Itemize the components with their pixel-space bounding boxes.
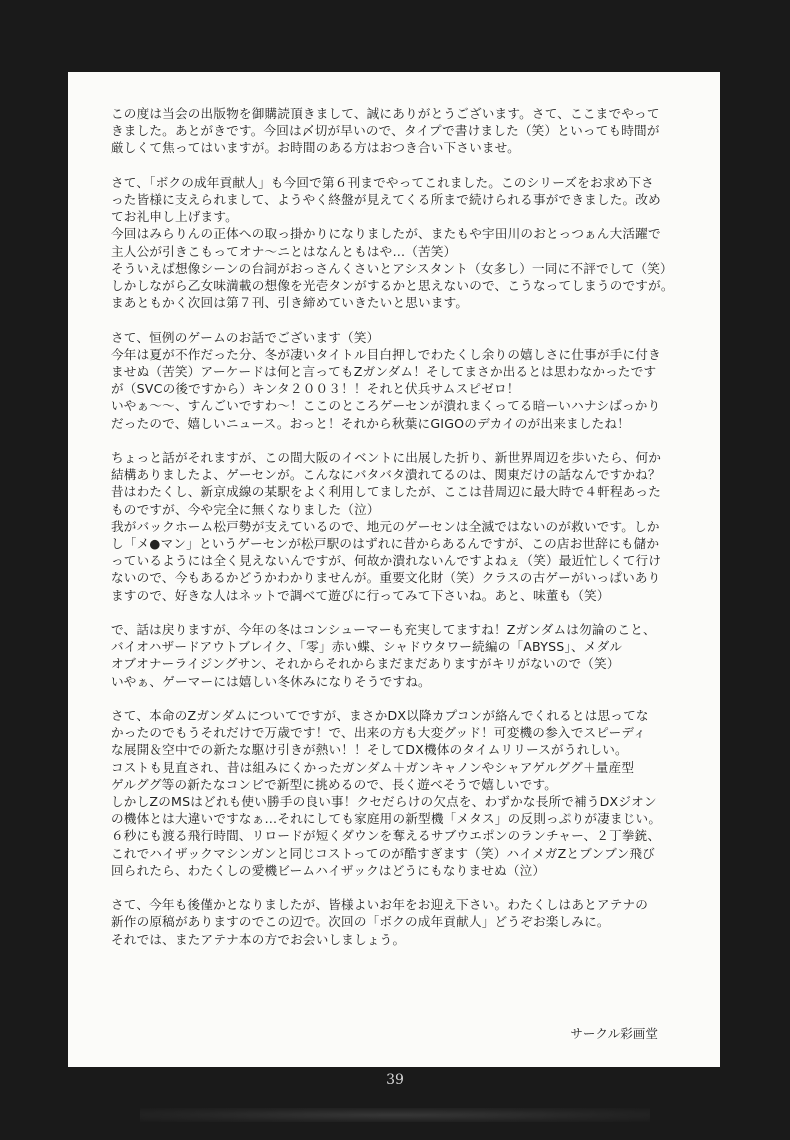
text-line: 主人公が引きこもってオナ～ニとはなんともはや…（苦笑） (111, 243, 457, 259)
text-line: コストも見直され、昔は組みにくかったガンダム＋ガンキャノンやシャアゲルググ＋量産型 (111, 759, 635, 775)
text-line: しかしながら乙女味満載の想像を光壱タンがするかと思えないので、こうなってしまうのですが。 (111, 278, 674, 294)
text-line: オブオナーライジングサン、それからそれからまだまだありますがキリがないので（笑） (111, 656, 620, 672)
text-line: それでは、またアテナ本の方でお会いしましょう。 (111, 931, 406, 947)
text-line: っているようには全く見えないんですが、何故か潰れないんですよねぇ（笑）最近忙しくて行け (111, 553, 662, 569)
paragraph (111, 329, 691, 432)
text-line: ないので、今もあるかどうかわかりませんが。重要文化財（笑）クラスの古ゲーがいっぱいあり (111, 570, 661, 586)
paragraph (111, 105, 691, 157)
circle-signature: サークル彩画堂 (570, 1026, 658, 1041)
text-line: だったので、嬉しいニュース。おっと！それから秋葉にGIGOのデカイのが出来ましたね！ (111, 415, 630, 431)
text-line: まあともかく次回は第７刊、引き締めていきたいと思います。 (111, 295, 469, 311)
text-line: 昔はわたくし、新京成線の某駅をよく利用してましたが、ここは昔周辺に最大時で４軒程あった (111, 484, 662, 500)
text-line: の機体とは大違いですなぁ…それにしても家庭用の新型機「メタス」の反則っぷりが凄まじい。 (111, 811, 662, 827)
text-line: いやぁ～～、すんごいですわ～！ここのところゲーセンが潰れまくってる暗ーいハナシばっかり (111, 398, 661, 414)
paragraph (111, 896, 691, 948)
text-line: バイオハザードアウトブレイク、「零」赤い蝶、シャドウタワー続編の「ABYSS」、メダル (111, 639, 623, 655)
text-line: ちょっと話がそれますが、この間大阪のイベントに出展した折り、新世界周辺を歩いたら、何か (111, 450, 662, 466)
text-line: そういえば想像シーンの台詞がおっさんくさいとアシスタント（女多し）一同に不評でして（笑） (111, 260, 673, 276)
text-line: さて、本命のZガンダムについてですが、まさかDX以降カプコンが絡んでくれるとは思ってな (111, 708, 649, 724)
afterword-text (111, 105, 691, 965)
text-line: 回られたら、わたくしの愛機ビームハイザックはどうにもなりませぬ（泣） (111, 862, 546, 878)
text-line: しかしZのMSはどれも使い勝手の良い事！クセだらけの欠点を、わずかな長所で補うDXジオン (111, 794, 657, 810)
text-line: 結構ありましたよ、ゲーセンが。こんなにバタバタ潰れてるのは、関東だけの話なんですかね？ (111, 467, 661, 483)
text-line: ますので、好きな人はネットで調べて遊びに行ってみて下さいね。あと、味董も（笑） (111, 587, 610, 603)
paper-sheet (68, 72, 720, 1067)
text-line: さて、今年も後僅かとなりましたが、皆様よいお年をお迎え下さい。わたくしはあとアテナの (111, 897, 649, 913)
text-line: いやぁ、ゲーマーには嬉しい冬休みになりそうですね。 (111, 673, 431, 689)
paragraph (111, 449, 691, 604)
text-line: きました。あとがきです。今回は〆切が早いので、タイプで書けました（笑）といっても時間が (111, 123, 660, 139)
text-line: これでハイザックマシンガンと同じコストってのが酷すぎます（笑）ハイメガZとブンブン飛び (111, 845, 655, 861)
text-line: さて、「ボクの成年貢献人」も今回で第６刊までやってこれました。このシリーズをお求め下さ (111, 174, 654, 190)
page-shadow (140, 1108, 650, 1122)
paragraph (111, 174, 691, 312)
text-line: ものですが、今や完全に無くなりました（泣） (111, 501, 380, 517)
text-line: てお礼申し上げます。 (111, 209, 238, 225)
paragraph (111, 707, 691, 879)
text-line: ませぬ（苦笑）アーケードは何と言ってもZガンダム！そしてまさか出るとは思わなかったです (111, 364, 657, 380)
text-line: 厳しくて焦ってはいますが。お時間のある方はおつき合い下さいませ。 (111, 140, 520, 156)
text-line: 新作の原稿がありますのでこの辺で。次回の「ボクの成年貢献人」どうぞお楽しみに。 (111, 914, 610, 930)
paragraph (111, 621, 691, 690)
page-number: 39 (386, 1072, 404, 1088)
text-line: な展開＆空中での新たな駆け引きが熱い！！そしてDX機体のタイムリリースがうれしい。 (111, 742, 628, 758)
text-line: 今回はみらりんの正体への取っ掛かりになりましたが、またもや宇田川のおとっつぁん大活躍で (111, 226, 661, 242)
text-line: 我がバックホーム松戸勢が支えているので、地元のゲーセンは全滅ではないのが救いです。しか (111, 518, 660, 534)
text-line: ゲルググ等の新たなコンビで新型に挑めるので、長く遊べそうで嬉しいです。 (111, 776, 558, 792)
text-line: かったのでもうそれだけで万歳です！で、出来の方も大変グッド！可変機の参入でスピーディ (111, 725, 646, 741)
text-line: 今年は夏が不作だった分、冬が凄いタイトル目白押しでわたくし余りの嬉しさに仕事が手に付き (111, 346, 661, 362)
text-line: さて、恒例のゲームのお話でございます（笑） (111, 329, 380, 345)
text-line: が（SVCの後ですから）キンタ２００３！！それと伏兵サムスピゼロ！ (111, 381, 520, 397)
text-line: し「メ●マン」というゲーセンが松戸駅のはずれに昔からあるんですが、この店お世辞にも儲か (111, 536, 660, 552)
text-line: った皆様に支えられまして、ようやく終盤が見えてくる所まで続けられる事ができました。改め (111, 192, 661, 207)
text-line: ６秒にも渡る飛行時間、リロードが短くダウンを奪えるサブウエポンのランチャー、２丁拳銃、 (111, 828, 661, 844)
text-line: で、話は戻りますが、今年の冬はコンシューマーも充実してますね！Zガンダムは勿論のこと、 (111, 622, 656, 638)
text-line: この度は当会の出版物を御購読頂きまして、誠にありがとうございます。さて、ここまでやって (111, 106, 660, 121)
